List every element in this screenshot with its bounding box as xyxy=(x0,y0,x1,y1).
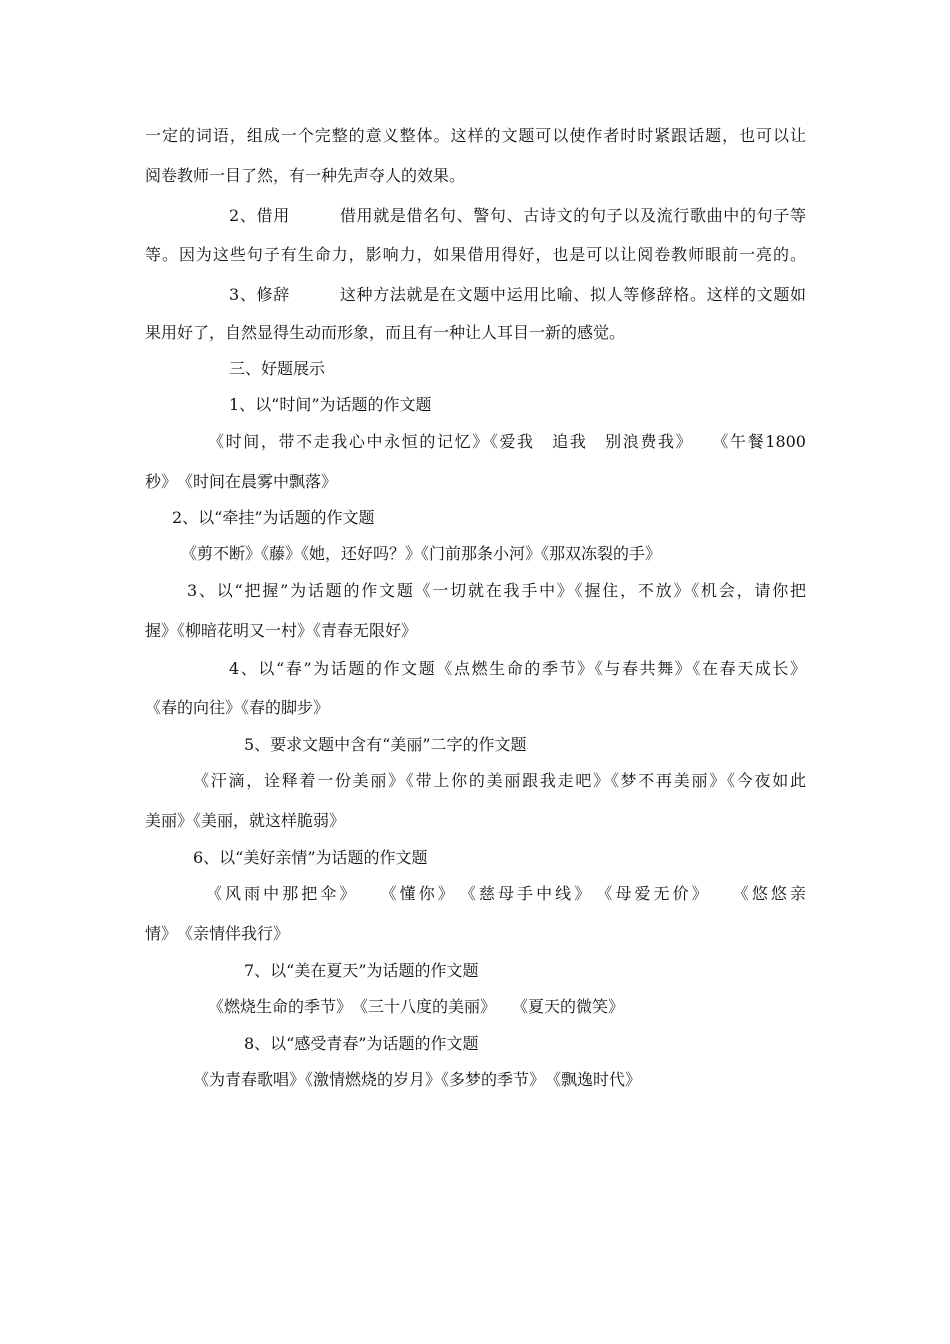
title-list: 秒》 《时间在晨雾中飘落》 xyxy=(145,472,338,491)
topic-heading: 7、以“美在夏天”为话题的作文题 xyxy=(244,961,479,980)
text-line: 2、借用 借用就是借名句、警句、古诗文的句子以及流行歌曲中的句子等 xyxy=(229,206,806,225)
title-list: 美丽》《美丽，就这样脆弱》 xyxy=(145,811,346,830)
topic-heading: 5、要求文题中含有“美丽”二字的作文题 xyxy=(244,735,527,754)
title-list: 《燃烧生命的季节》 《三十八度的美丽》 《夏天的微笑》 xyxy=(208,997,625,1016)
text-line: 3、修辞 这种方法就是在文题中运用比喻、拟人等修辞格。这样的文题如 xyxy=(229,285,806,304)
title-list: 《春的向往》《春的脚步》 xyxy=(145,698,330,717)
topic-heading: 8、以“感受青春”为话题的作文题 xyxy=(244,1034,479,1053)
title-list: 《汗滴，诠释着一份美丽》《带上你的美丽跟我走吧》《梦不再美丽》《今夜如此 xyxy=(193,771,806,790)
title-list: 《为青春歌唱》《激情燃烧的岁月》《多梦的季节》 《飘逸时代》 xyxy=(193,1070,642,1089)
title-list: 《风雨中那把伞》 《懂你》 《慈母手中线》 《母爱无价》 《悠悠亲 xyxy=(206,884,806,903)
title-list: 《剪不断》《藤》《她，还好吗？》《门前那条小河》《那双冻裂的手》 xyxy=(181,544,662,563)
text-line: 一定的词语，组成一个完整的意义整体。这样的文题可以使作者时时紧跟话题，也可以让 xyxy=(145,126,806,145)
topic-heading: 3、以“把握”为话题的作文题《一切就在我手中》《握住，不放》《机会，请你把 xyxy=(187,581,806,600)
text-line: 果用好了，自然显得生动而形象，而且有一种让人耳目一新的感觉。 xyxy=(145,323,626,342)
text-line: 阅卷教师一目了然，有一种先声夺人的效果。 xyxy=(145,166,466,185)
section-heading: 三、好题展示 xyxy=(229,359,326,378)
topic-heading: 4、以“春”为话题的作文题《点燃生命的季节》《与春共舞》《在春天成长》 xyxy=(229,659,806,678)
title-list: 《时间，带不走我心中永恒的记忆》《爱我 追我 别浪费我》 《午餐1800 xyxy=(208,432,806,451)
title-list: 握》《柳暗花明又一村》《青春无限好》 xyxy=(145,621,418,640)
topic-heading: 2、以“牵挂”为话题的作文题 xyxy=(172,508,375,527)
topic-heading: 6、以“美好亲情”为话题的作文题 xyxy=(193,848,428,867)
topic-heading: 1、以“时间”为话题的作文题 xyxy=(229,395,432,414)
text-line: 等。因为这些句子有生命力，影响力，如果借用得好，也是可以让阅卷教师眼前一亮的。 xyxy=(145,245,806,264)
title-list: 情》 《亲情伴我行》 xyxy=(145,924,290,943)
